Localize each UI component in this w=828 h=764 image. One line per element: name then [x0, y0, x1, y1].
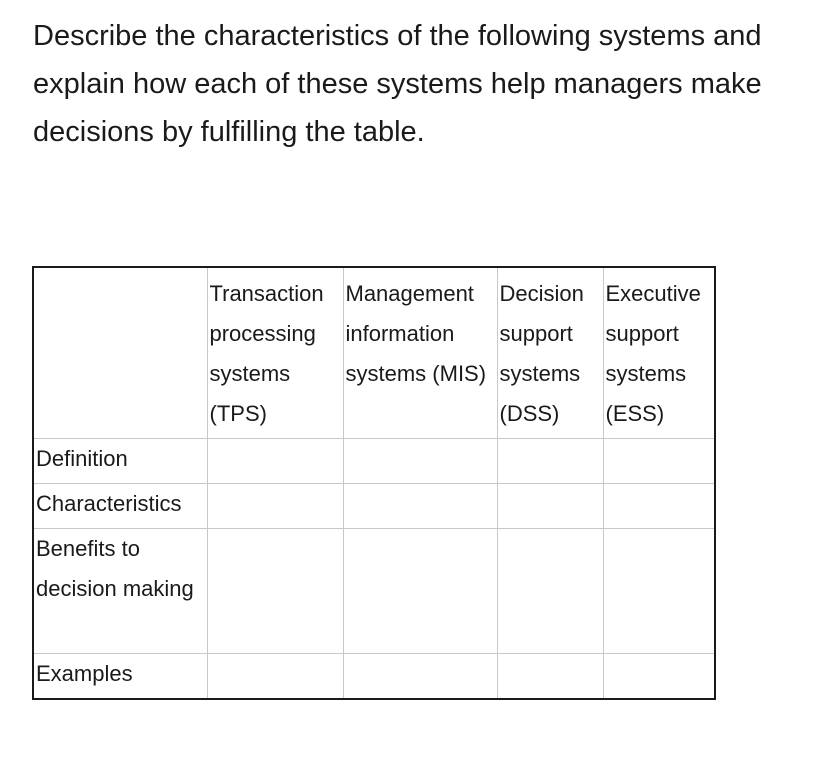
header-corner-cell — [33, 267, 207, 439]
row-label-characteristics: Characteristics — [33, 484, 207, 529]
table-row-definition — [33, 439, 715, 484]
cell-benefits-tps — [207, 529, 343, 654]
cell-characteristics-ess — [603, 484, 715, 529]
cell-definition-dss — [497, 439, 603, 484]
row-label-benefits: Benefits to decision making — [33, 529, 207, 654]
systems-table — [32, 266, 716, 700]
table-row-characteristics — [33, 484, 715, 529]
cell-characteristics-mis — [343, 484, 497, 529]
row-label-examples: Examples — [33, 654, 207, 700]
header-mis: Management information systems (MIS) — [343, 267, 497, 439]
table-row-benefits — [33, 529, 715, 654]
cell-benefits-mis — [343, 529, 497, 654]
cell-definition-mis — [343, 439, 497, 484]
cell-definition-ess — [603, 439, 715, 484]
table-header-row — [33, 267, 715, 439]
cell-examples-tps — [207, 654, 343, 700]
table-row-examples — [33, 654, 715, 700]
question-text: Describe the characteristics of the following systems and explain how each of these systems help managers make decisions by fulfilling the table. — [33, 20, 762, 148]
cell-characteristics-tps — [207, 484, 343, 529]
header-dss: Decision support systems (DSS) — [497, 267, 603, 439]
cell-examples-mis — [343, 654, 497, 700]
cell-characteristics-dss — [497, 484, 603, 529]
cell-definition-tps — [207, 439, 343, 484]
cell-benefits-ess — [603, 529, 715, 654]
row-label-definition: Definition — [33, 439, 207, 484]
cell-examples-dss — [497, 654, 603, 700]
cell-benefits-dss — [497, 529, 603, 654]
cell-examples-ess — [603, 654, 715, 700]
header-tps: Transaction processing systems (TPS) — [207, 267, 343, 439]
header-ess: Executive support systems (ESS) — [603, 267, 715, 439]
